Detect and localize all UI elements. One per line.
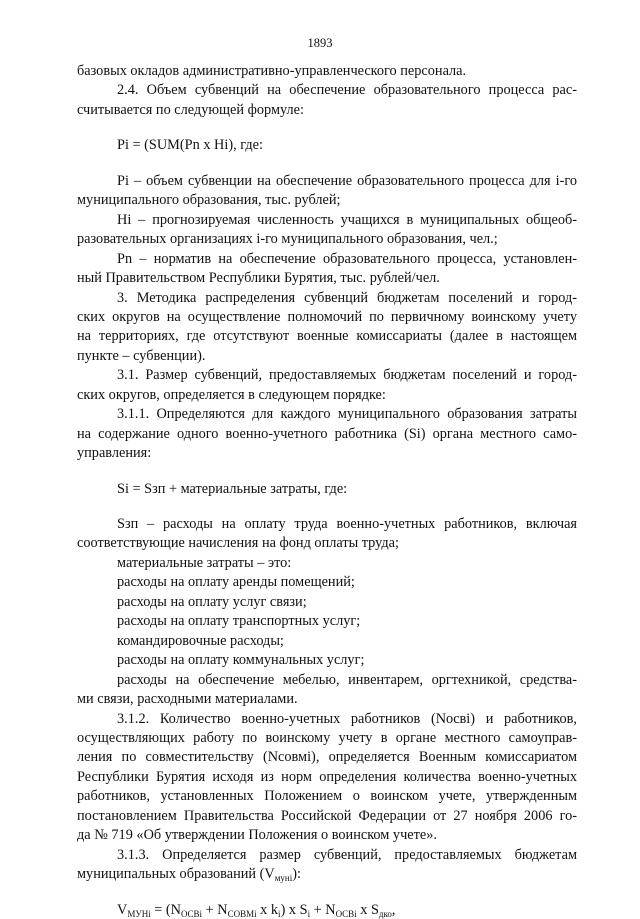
text-line: ный Правительством Республики Бурятия, тыс. рублей/чел. <box>77 270 440 287</box>
text-line: Pn – норматив на обеспечение образовательного процесса, установлен- <box>117 250 577 267</box>
text-line: разовательных организациях i-го муниципального образования, чел.; <box>77 231 498 248</box>
text-line: осуществляющих работу по воинскому учету в органе местного самоуправ- <box>77 729 577 746</box>
text-line: муниципального образования, тыс. рублей; <box>77 192 341 209</box>
text-line: Pi = (SUM(Pn x Hi), где: <box>117 137 263 154</box>
text-line: Республики Бурятия исходя из норм определения количества военно-учетных <box>77 768 577 785</box>
text-line: 3.1. Размер субвенций, предоставляемых бюджетам поселений и город- <box>117 367 577 384</box>
formula-v-mun: $V_{МУНі} = (N_{OCBі} + N_{COBMі}$ x $k_і$) x $S_і + N_{OCBі}$ x $S_{дко}$, <box>117 901 396 919</box>
text-line: Hi – прогнозируемая численность учащихся в муниципальных общеоб- <box>117 211 577 228</box>
text-line: ских округов на осуществление полномочий по первичному воинскому учету <box>77 308 577 325</box>
text-line: расходы на обеспечение мебелью, инвентарем, оргтехникой, средства- <box>117 671 577 688</box>
text-line: командировочные расходы; <box>117 632 284 649</box>
text-line: 2.4. Объем субвенций на обеспечение образовательного процесса рас- <box>117 82 577 99</box>
text-line: 3.1.2. Количество военно-учетных работников (Nocві) и работников, <box>117 710 577 727</box>
text-line: базовых окладов административно-управленческого персонала. <box>77 63 467 79</box>
text-line: на территориях, где отсутствуют военные комиссариаты (далее в настоящем <box>77 328 577 345</box>
text-line: Pi – объем субвенции на обеспечение образовательного процесса для i-го <box>117 172 577 189</box>
text-line: на содержание одного военно-учетного работника (Si) органа местного само- <box>77 425 577 442</box>
text-line: да № 719 «Об утверждении Положения о воинском учете». <box>77 827 437 844</box>
text-line: управления: <box>77 445 152 462</box>
text-line: 3.1.3. Определяется размер субвенций, предоставляемых бюджетам <box>117 846 577 863</box>
text-line: расходы на оплату услуг связи; <box>117 593 307 610</box>
text-line: постановлением Правительства Российской Федерации от 27 ноября 2006 го- <box>77 807 577 824</box>
text-line: Sзп – расходы на оплату труда военно-учетных работников, включая <box>117 516 577 532</box>
text-line: ления по совместительству (Nсовмі), определяется Военным комиссариатом <box>77 749 577 766</box>
text-line: материальные затраты – это: <box>117 554 292 571</box>
text-line: муниципальных образований $(V_{муні})$: <box>77 866 301 884</box>
text-line: работников, установленных Положением о воинском учете, утвержденным <box>77 788 577 805</box>
text-line: 3. Методика распределения субвенций бюджетам поселений и город- <box>117 289 577 306</box>
text-line: ских округов, определяется в следующем порядке: <box>77 386 386 403</box>
text-line: 3.1.1. Определяются для каждого муниципального образования затраты <box>117 406 577 423</box>
text-line: ми связи, расходными материалами. <box>77 691 298 708</box>
text-line: пункте – субвенции). <box>77 347 206 364</box>
text-line: соответствующие начисления на фонд оплаты труда; <box>77 535 399 552</box>
text-line: расходы на оплату аренды помещений; <box>117 574 355 591</box>
text-line: расходы на оплату транспортных услуг; <box>117 613 361 630</box>
text-line: считывается по следующей формуле: <box>77 101 304 118</box>
page-number: 1893 <box>307 36 333 50</box>
text-line: расходы на оплату коммунальных услуг; <box>117 652 365 669</box>
text-line: Si = Sзп + материальные затраты, где: <box>117 480 348 497</box>
